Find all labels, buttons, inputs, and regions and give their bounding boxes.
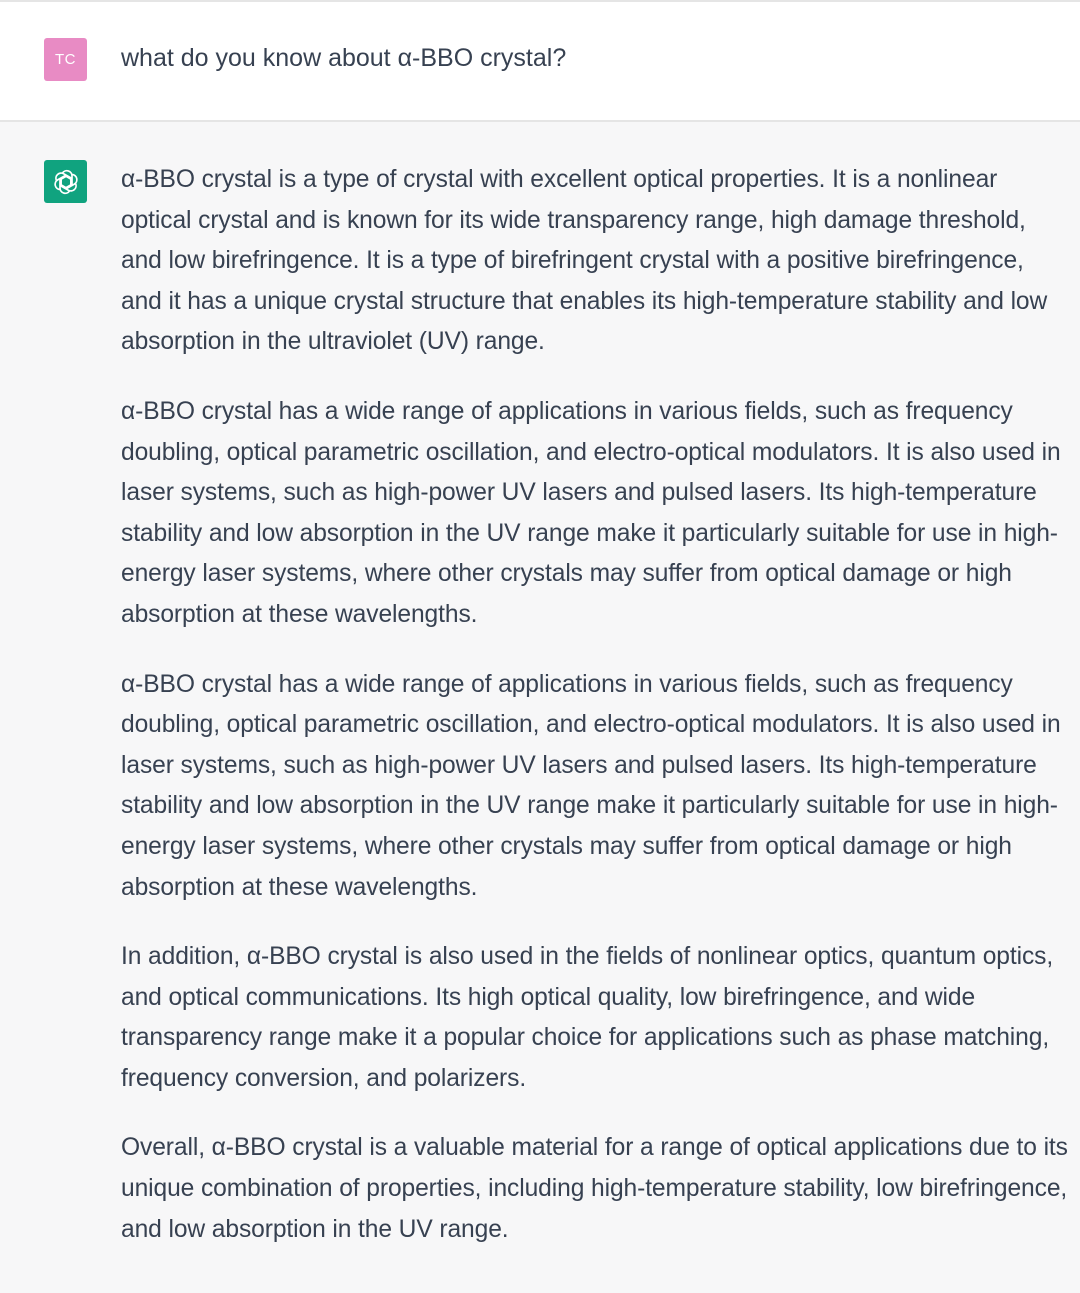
openai-logo-icon [50, 166, 82, 198]
answer-paragraph-5: Overall, α-BBO crystal is a valuable material for a range of optical applications due to its unique combination of properties, including high-temperature stability, low birefringence, and low absorption in the UV range. [121, 1134, 1068, 1243]
assistant-avatar [44, 160, 87, 203]
assistant-message-row [0, 122, 1080, 1293]
user-message-row [0, 0, 1080, 122]
answer-paragraph-2: α-BBO crystal has a wide range of applications in various fields, such as frequency doubling, optical parametric oscillation, and electro-optical modulators. It is also used in laser systems, such as high-power UV lasers and pulsed lasers. Its high-temperature stability and low absorption in the UV range make it particularly suitable for use in high-energy laser systems, where other crystals may suffer from optical damage or high absorption at these wavelengths. [121, 397, 1061, 628]
user-avatar-initials: TC [55, 51, 76, 68]
answer-paragraph-4: In addition, α-BBO crystal is also used in the fields of nonlinear optics, quantum optics, and optical communications. Its high optical quality, low birefringence, and wide transparency range make it a popular choice for applications such as phase matching, frequency conversion, and polarizers. [121, 943, 1054, 1092]
user-avatar [44, 38, 87, 81]
assistant-answer[interactable] [121, 160, 1071, 1250]
answer-paragraph-3: α-BBO crystal has a wide range of applications in various fields, such as frequency doubling, optical parametric oscillation, and electro-optical modulators. It is also used in laser systems, such as high-power UV lasers and pulsed lasers. Its high-temperature stability and low absorption in the UV range make it particularly suitable for use in high-energy laser systems, where other crystals may suffer from optical damage or high absorption at these wavelengths. [121, 670, 1061, 901]
answer-paragraph-1: α-BBO crystal is a type of crystal with excellent optical properties. It is a nonlinear optical crystal and is known for its wide transparency range, high damage threshold, and low birefringence. It is a type of birefringent crystal with a positive birefringence, and it has a unique crystal structure that enables its high-temperature stability and low absorption in the ultraviolet (UV) range. [121, 166, 1048, 356]
user-message-text[interactable]: what do you know about α-BBO crystal? [121, 44, 567, 72]
